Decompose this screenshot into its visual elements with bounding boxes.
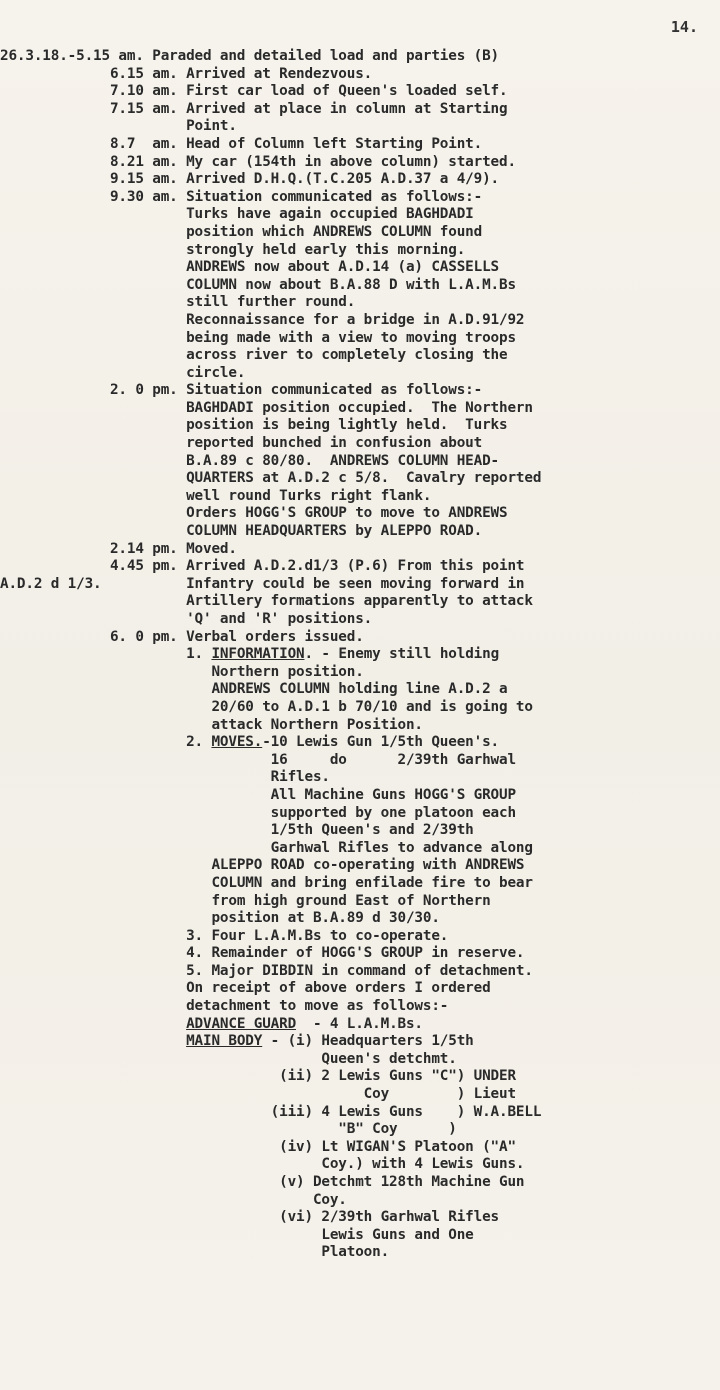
line-prefix — [0, 417, 186, 433]
line-prefix: 9.15 am. — [0, 171, 187, 188]
diary-line — [0, 1086, 720, 1104]
line-prefix — [0, 224, 186, 240]
line-prefix — [0, 840, 186, 856]
line-text: (iv) Lt WIGAN'S Platoon ("A" — [186, 1138, 516, 1155]
line-text: position is being lightly held. Turks — [186, 417, 508, 434]
diary-line — [0, 699, 720, 717]
line-prefix — [0, 593, 186, 609]
line-prefix — [0, 488, 186, 504]
line-text: Arrived D.H.Q.(T.C.205 A.D.37 a 4/9). — [186, 171, 500, 188]
diary-line — [0, 435, 720, 453]
line-text: position which ANDREWS COLUMN found — [186, 223, 483, 240]
line-text: Reconnaissance for a bridge in A.D.91/92 — [186, 311, 525, 328]
line-text: Queen's detchmt. — [186, 1050, 457, 1067]
line-prefix — [0, 505, 186, 521]
diary-line — [0, 1244, 720, 1262]
line-text: Rifles. — [186, 769, 330, 786]
line-text: (iii) 4 Lewis Guns ) W.A.BELL — [186, 1103, 542, 1120]
line-text: Artillery formations apparently to attack — [186, 593, 533, 610]
line-text: Northern position. — [186, 663, 364, 680]
line-prefix — [0, 875, 186, 891]
diary-line — [0, 734, 720, 752]
diary-line — [0, 48, 720, 66]
diary-line — [0, 488, 720, 506]
line-text: Arrived A.D.2.d1/3 (P.6) From this point — [186, 558, 525, 575]
line-prefix: 9.30 am. — [0, 188, 187, 205]
line-text: Paraded and detailed load and parties (B) — [152, 48, 499, 64]
line-prefix — [0, 277, 186, 293]
line-prefix — [0, 857, 186, 873]
diary-line — [0, 453, 720, 471]
line-prefix — [0, 118, 186, 134]
line-text: reported bunched in confusion about — [186, 435, 483, 452]
line-prefix — [0, 611, 186, 627]
line-prefix: A.D.2 d 1/3. — [0, 575, 187, 592]
diary-line — [0, 1156, 720, 1174]
line-text: QUARTERS at A.D.2 c 5/8. Cavalry reported — [186, 470, 542, 487]
line-text: (vi) 2/39th Garhwal Rifles — [186, 1209, 500, 1226]
line-prefix — [0, 945, 186, 961]
line-text: Coy. — [186, 1191, 347, 1208]
diary-line — [0, 822, 720, 840]
diary-line — [0, 154, 720, 172]
line-text: 1/5th Queen's and 2/39th — [186, 822, 474, 839]
line-text: Moved. — [186, 540, 237, 557]
line-prefix — [0, 206, 186, 222]
line-text: strongly held early this morning. — [186, 241, 466, 258]
line-prefix — [0, 805, 186, 821]
diary-line — [0, 400, 720, 418]
diary-line — [0, 1174, 720, 1192]
diary-line — [0, 171, 720, 189]
line-prefix: 2.14 pm. — [0, 540, 187, 557]
diary-line — [0, 541, 720, 559]
diary-line — [0, 681, 720, 699]
diary-line — [0, 805, 720, 823]
diary-line — [0, 664, 720, 682]
line-text: attack Northern Position. — [186, 716, 423, 733]
line-text: circle. — [186, 364, 246, 381]
underlined-heading: ADVANCE GUARD — [186, 1015, 297, 1032]
diary-line — [0, 963, 720, 981]
line-text: Turks have again occupied BAGHDADI — [186, 206, 474, 223]
diary-line — [0, 1121, 720, 1139]
diary-line — [0, 1068, 720, 1086]
line-prefix — [0, 681, 186, 697]
line-prefix — [0, 312, 186, 328]
diary-line — [0, 629, 720, 647]
line-prefix: 2. 0 pm. — [0, 382, 187, 399]
line-text: 16 do 2/39th Garhwal — [186, 751, 516, 768]
line-rest: . - Enemy still holding — [304, 646, 500, 663]
line-prefix — [0, 400, 186, 416]
page-number: 14. — [670, 18, 698, 36]
line-text: 5. Major DIBDIN in command of detachment. — [186, 962, 533, 979]
line-text: Coy.) with 4 Lewis Guns. — [186, 1156, 525, 1173]
line-prefix — [0, 717, 186, 733]
line-text: 2. — [186, 734, 212, 751]
line-prefix — [0, 1051, 186, 1067]
line-text: still further round. — [186, 294, 356, 311]
diary-line — [0, 118, 720, 136]
diary-line — [0, 66, 720, 84]
line-prefix — [0, 1174, 186, 1190]
line-text: Point. — [186, 118, 237, 135]
line-prefix — [0, 470, 186, 486]
line-text: from high ground East of Northern — [186, 892, 491, 909]
line-prefix — [0, 242, 186, 258]
line-prefix — [0, 294, 186, 310]
line-prefix — [0, 980, 186, 996]
line-prefix — [0, 1192, 186, 1208]
diary-line — [0, 611, 720, 629]
diary-line — [0, 330, 720, 348]
line-prefix — [0, 734, 186, 750]
line-text: On receipt of above orders I ordered — [186, 980, 491, 997]
diary-line — [0, 910, 720, 928]
line-text: (v) Detchmt 128th Machine Gun — [186, 1174, 525, 1190]
diary-line — [0, 717, 720, 735]
diary-line — [0, 136, 720, 154]
line-text: Platoon. — [186, 1244, 390, 1261]
line-prefix — [0, 752, 186, 768]
war-diary-text — [0, 48, 720, 1262]
diary-line — [0, 523, 720, 541]
line-prefix — [0, 1156, 186, 1172]
line-rest: - (i) Headquarters 1/5th — [262, 1033, 474, 1050]
line-prefix — [0, 1033, 186, 1049]
line-prefix — [0, 998, 186, 1014]
line-text: All Machine Guns HOGG'S GROUP — [186, 786, 516, 803]
diary-line — [0, 893, 720, 911]
line-text: My car (154th in above column) started. — [186, 153, 516, 170]
diary-line — [0, 840, 720, 858]
line-prefix — [0, 259, 186, 275]
line-text: "B" Coy ) — [186, 1121, 457, 1138]
line-prefix — [0, 1104, 186, 1120]
diary-line — [0, 945, 720, 963]
line-text: Arrived at Rendezvous. — [186, 65, 373, 82]
diary-line — [0, 259, 720, 277]
diary-line — [0, 875, 720, 893]
line-prefix — [0, 453, 186, 469]
line-text: ANDREWS COLUMN holding line A.D.2 a — [186, 681, 508, 698]
line-text: Situation communicated as follows:- — [186, 382, 483, 399]
line-text: Arrived at place in column at Starting — [186, 100, 508, 117]
diary-line — [0, 576, 720, 594]
line-prefix — [0, 347, 186, 363]
line-text: 4. Remainder of HOGG'S GROUP in reserve. — [186, 945, 525, 962]
line-prefix — [0, 1139, 186, 1155]
line-text: position at B.A.89 d 30/30. — [186, 910, 440, 927]
line-text: Orders HOGG'S GROUP to move to ANDREWS — [186, 505, 508, 522]
diary-line — [0, 83, 720, 101]
line-text: COLUMN HEADQUARTERS by ALEPPO ROAD. — [186, 523, 483, 540]
line-prefix: 7.10 am. — [0, 83, 187, 100]
line-prefix: 8.21 am. — [0, 153, 187, 170]
diary-line — [0, 593, 720, 611]
diary-line — [0, 1104, 720, 1122]
line-text: BAGHDADI position occupied. The Northern — [186, 399, 533, 416]
diary-line — [0, 470, 720, 488]
line-text: COLUMN now about B.A.88 D with L.A.M.Bs — [186, 276, 516, 293]
diary-line — [0, 417, 720, 435]
line-text: Infantry could be seen moving forward in — [186, 575, 525, 592]
diary-line — [0, 857, 720, 875]
line-text: Verbal orders issued. — [186, 628, 364, 645]
diary-line — [0, 646, 720, 664]
line-rest: -10 Lewis Gun 1/5th Queen's. — [262, 734, 500, 751]
line-prefix — [0, 330, 186, 346]
line-prefix — [0, 1227, 186, 1243]
line-prefix: 7.15 am. — [0, 100, 187, 117]
line-rest: - 4 L.A.M.Bs. — [296, 1015, 423, 1032]
line-prefix — [0, 435, 186, 451]
diary-line — [0, 505, 720, 523]
line-prefix — [0, 1121, 186, 1137]
diary-line — [0, 101, 720, 119]
line-prefix — [0, 523, 186, 539]
line-prefix — [0, 769, 186, 785]
line-text: Lewis Guns and One — [186, 1226, 474, 1243]
diary-line — [0, 752, 720, 770]
line-prefix — [0, 787, 186, 803]
line-prefix — [0, 1209, 186, 1225]
line-prefix — [0, 928, 186, 944]
diary-line — [0, 558, 720, 576]
underlined-heading: MOVES. — [211, 734, 263, 751]
line-text: First car load of Queen's loaded self. — [186, 83, 508, 100]
line-text: detachment to move as follows:- — [186, 998, 449, 1015]
line-prefix — [0, 1086, 186, 1102]
diary-line — [0, 769, 720, 787]
line-text: being made with a view to moving troops — [186, 329, 516, 346]
line-text: COLUMN and bring enfilade fire to bear — [186, 874, 533, 891]
diary-line — [0, 1209, 720, 1227]
line-text: B.A.89 c 80/80. ANDREWS COLUMN HEAD- — [186, 452, 500, 469]
line-prefix: 26.3.18.-5.15 am. — [0, 48, 153, 64]
diary-line — [0, 1139, 720, 1157]
line-text: 1. — [186, 646, 212, 663]
underlined-heading: INFORMATION — [211, 646, 305, 663]
line-prefix — [0, 1244, 186, 1260]
line-text: Garhwal Rifles to advance along — [186, 839, 533, 856]
diary-line — [0, 277, 720, 295]
line-text: supported by one platoon each — [186, 804, 516, 821]
line-prefix — [0, 822, 186, 838]
diary-line — [0, 980, 720, 998]
diary-line — [0, 189, 720, 207]
line-text: ALEPPO ROAD co-operating with ANDREWS — [186, 857, 525, 874]
diary-line — [0, 206, 720, 224]
diary-line — [0, 224, 720, 242]
line-text: well round Turks right flank. — [186, 487, 432, 504]
line-prefix: 6.15 am. — [0, 65, 187, 82]
line-prefix — [0, 699, 186, 715]
line-text: 'Q' and 'R' positions. — [186, 611, 373, 627]
line-prefix: 4.45 pm. — [0, 558, 187, 575]
line-text: 20/60 to A.D.1 b 70/10 and is going to — [186, 698, 533, 715]
diary-line — [0, 998, 720, 1016]
line-text: (ii) 2 Lewis Guns "C") UNDER — [186, 1068, 516, 1085]
diary-line — [0, 242, 720, 260]
line-prefix — [0, 910, 186, 926]
diary-line — [0, 928, 720, 946]
line-prefix — [0, 1068, 186, 1084]
line-text: across river to completely closing the — [186, 347, 508, 364]
diary-line — [0, 1033, 720, 1051]
line-prefix — [0, 664, 186, 680]
diary-line — [0, 382, 720, 400]
line-prefix — [0, 365, 186, 381]
underlined-heading: MAIN BODY — [186, 1033, 263, 1050]
diary-line — [0, 787, 720, 805]
diary-line — [0, 1051, 720, 1069]
diary-line — [0, 365, 720, 383]
diary-line — [0, 347, 720, 365]
line-prefix: 8.7 am. — [0, 135, 187, 152]
diary-line — [0, 1227, 720, 1245]
line-prefix — [0, 646, 186, 662]
line-prefix: 6. 0 pm. — [0, 628, 187, 645]
diary-line — [0, 312, 720, 330]
line-text: 3. Four L.A.M.Bs to co-operate. — [186, 927, 449, 944]
line-prefix — [0, 963, 186, 979]
diary-line — [0, 1016, 720, 1034]
line-text: ANDREWS now about A.D.14 (a) CASSELLS — [186, 259, 500, 276]
line-text: Coy ) Lieut — [186, 1086, 516, 1103]
diary-line — [0, 1192, 720, 1210]
diary-line — [0, 294, 720, 312]
line-prefix — [0, 1016, 186, 1032]
line-prefix — [0, 893, 186, 909]
line-text: Head of Column left Starting Point. — [186, 135, 483, 152]
line-text: Situation communicated as follows:- — [186, 188, 483, 205]
